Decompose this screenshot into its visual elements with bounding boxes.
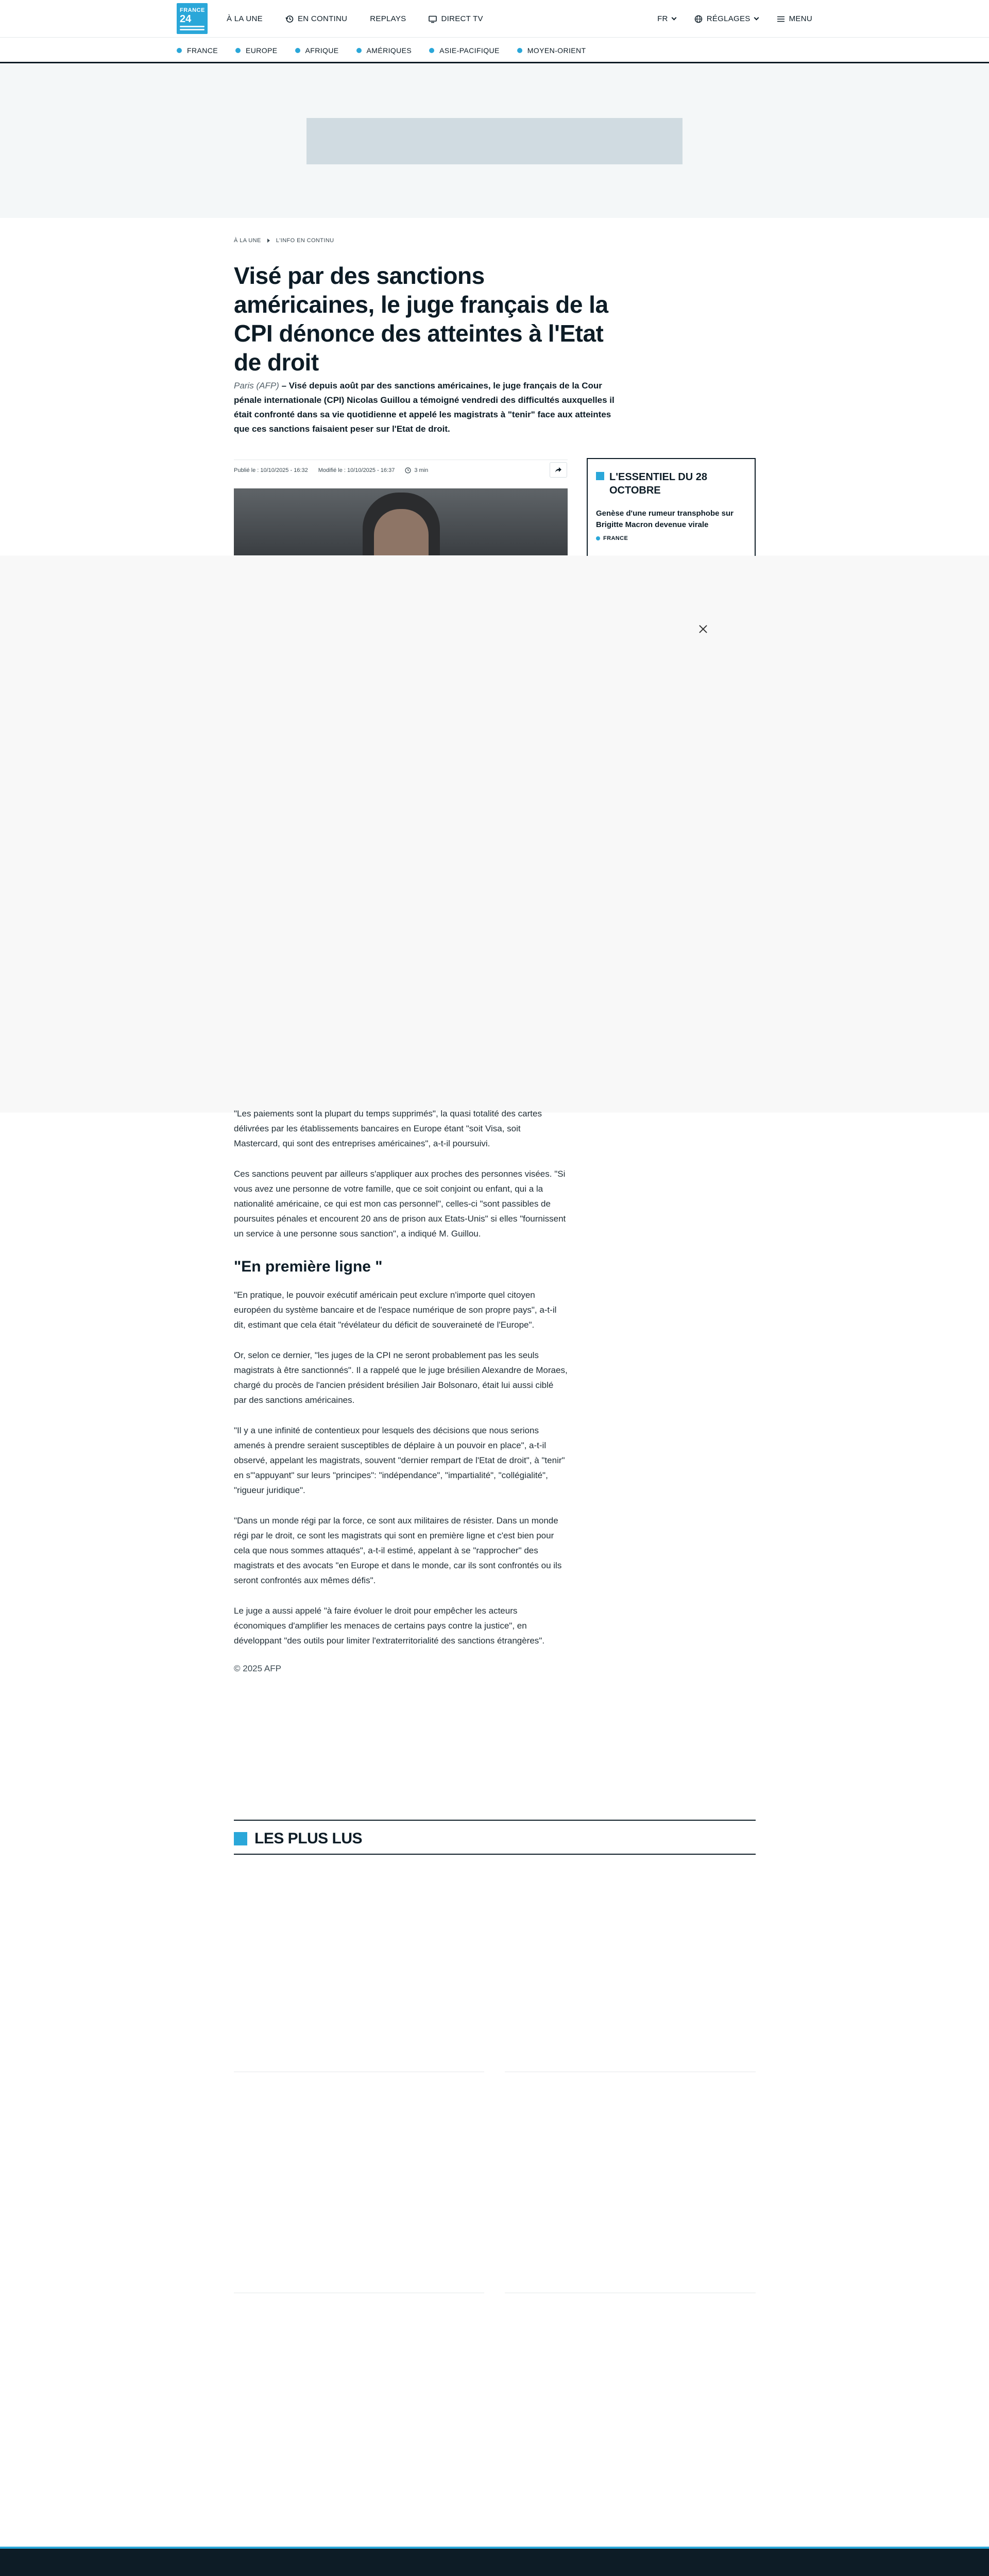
article-body: [234, 1106, 568, 1674]
breadcrumb: [234, 238, 334, 244]
ad-banner[interactable]: [306, 118, 683, 164]
tv-icon: [429, 15, 437, 23]
menu-label: MENU: [789, 14, 812, 23]
nav-label: EN CONTINU: [297, 14, 348, 23]
logo-line2: 24: [180, 13, 192, 25]
language-selector[interactable]: [657, 14, 676, 23]
published-date: Publié le : 10/10/2025 - 16:32: [234, 467, 308, 473]
close-icon[interactable]: [698, 624, 708, 634]
bullet-icon: [429, 48, 434, 53]
photo-subject-face: [374, 509, 429, 555]
nav-label: À LA UNE: [227, 14, 263, 23]
modified-date: Modifié le : 10/10/2025 - 16:37: [318, 467, 395, 473]
region-label: AFRIQUE: [305, 46, 339, 55]
region-label: EUROPE: [245, 46, 278, 55]
article-lead-text: Visé depuis août par des sanctions américaines, le juge français de la Cour pénale internationale (CPI) Nicolas Guillou a témoigné vendredi des difficultés auxquelles il était confronté dans sa vie quotidienne et appelé les magistrats à "tenir" face aux atteintes que ces sanctions faisaient peser sur l'Etat de droit.: [234, 381, 615, 434]
breadcrumb-home[interactable]: À LA UNE: [234, 238, 261, 244]
logo-wave: [180, 26, 204, 27]
settings-button[interactable]: [694, 14, 758, 23]
breadcrumb-current[interactable]: L'INFO EN CONTINU: [276, 238, 334, 244]
most-read-header: [234, 1820, 756, 1855]
square-bullet-icon: [596, 472, 604, 480]
settings-label: RÉGLAGES: [706, 14, 751, 23]
nav-en-continu[interactable]: [285, 14, 347, 23]
logo-line1: FRANCE: [180, 7, 205, 13]
bullet-icon: [295, 48, 300, 53]
most-read-title: [234, 1830, 362, 1848]
article-paragraph: Ces sanctions peuvent par ailleurs s'appliquer aux proches des personnes visées. "Si vous avez une personne de votre famille, que ce soit conjoint ou enfant, qui a la nationalité américaine, ce qui est mon cas personnel", celles-ci "sont passibles de poursuites pénales et encourent 20 ans de prison aux Etats-Unis" si elles "fournissent un service à une personne sous sanction", a indiqué M. Guillou.: [234, 1169, 566, 1239]
square-bullet-icon: [234, 1832, 247, 1845]
history-icon: [285, 15, 294, 23]
article-paragraph: "Il y a une infinité de contentieux pour lesquels des décisions que nous serions amenés à prendre seraient susceptibles de déplaire à un pouvoir en place", a-t-il observé, appelant les magistrats, souvent "dernier rempart de l'Etat de droit", à "tenir" en s'"appuyant" sur leurs "principes": "indépendance", "impartialité", "collégialité", "rigueur juridique".: [234, 1426, 565, 1495]
chevron-right-icon: [267, 239, 270, 243]
region-label: ASIE-PACIFIQUE: [439, 46, 500, 55]
logo-wave: [180, 29, 204, 30]
nav-label: REPLAYS: [370, 14, 406, 23]
nav-label: DIRECT TV: [441, 14, 483, 23]
video-overlay: [0, 556, 989, 1112]
region-label: AMÉRIQUES: [366, 46, 412, 55]
article-paragraph: Le juge a aussi appelé "à faire évoluer le droit pour empêcher les acteurs économiques d'amplifier les menaces de certains pays contre la justice", en développant "des outils pour limiter l'extraterritorialité des sanctions étrangères".: [234, 1606, 545, 1646]
article-paragraph: Or, selon ce dernier, "les juges de la CPI ne seront probablement pas les seuls magistrats à être sanctionnés". Il a rappelé que le juge brésilien Alexandre de Moraes, chargé du procès de l'ancien président brésilien Jair Bolsonaro, était lui aussi ciblé par des sanctions américaines.: [234, 1350, 568, 1405]
article-lead: Paris (AFP) – Visé depuis août par des sanctions américaines, le juge français de la Cour pénale internationale (CPI) Nicolas Guillou a témoigné vendredi des difficultés auxquelles il était confronté dans sa vie quotidienne et appelé les magistrats à "tenir" face aux atteintes que ces sanctions faisaient peser sur l'Etat de droit.: [234, 381, 615, 434]
region-label: FRANCE: [187, 46, 218, 55]
article-subheading: "En première ligne ": [234, 1258, 383, 1275]
region-france[interactable]: [177, 46, 218, 55]
article-location: Paris (AFP): [234, 381, 279, 391]
share-arrow-icon: [555, 467, 562, 473]
menu-button[interactable]: [777, 14, 812, 23]
header-right: [657, 0, 812, 38]
bullet-icon: [356, 48, 362, 53]
essential-tag-label: FRANCE: [603, 535, 628, 541]
clock-icon: [405, 467, 411, 473]
nav-direct-tv[interactable]: [429, 14, 483, 23]
essential-link[interactable]: Genèse d'une rumeur transphobe sur Brigitte Macron devenue virale: [596, 509, 734, 529]
nav-replays[interactable]: [370, 14, 406, 23]
region-nav: [0, 38, 989, 63]
essential-sidebar: [587, 458, 756, 556]
bullet-icon: [177, 48, 182, 53]
region-afrique[interactable]: [295, 46, 339, 55]
chevron-down-icon: [754, 15, 759, 21]
region-europe[interactable]: [235, 46, 278, 55]
nav-a-la-une[interactable]: [227, 14, 263, 23]
article-title: Visé par des sanctions américaines, le juge français de la CPI dénonce des atteintes à l'Etat de droit: [234, 262, 608, 376]
article-paragraph: "Dans un monde régi par la force, ce sont aux militaires de résister. Dans un monde régi par le droit, ce sont les magistrats qui sont en première ligne et c'est bien pour cela que nous sommes attaqués", a-t-il estimé, appelant à se "rapprocher" des magistrats et des avocats "en Europe et dans le monde, car ils sont confrontés ou ils seront confrontés aux mêmes défis".: [234, 1516, 562, 1585]
region-label: MOYEN-ORIENT: [527, 46, 586, 55]
main-nav: [227, 0, 483, 38]
region-asie-pacifique[interactable]: [429, 46, 500, 55]
hamburger-icon: [777, 15, 785, 23]
read-time-label: 3 min: [414, 467, 429, 473]
copyright: © 2025 AFP: [234, 1664, 281, 1673]
footer: [0, 2549, 989, 2576]
essential-heading-text: L'ESSENTIEL DU 28 OCTOBRE: [609, 471, 707, 496]
globe-icon: [694, 15, 703, 23]
region-moyen-orient[interactable]: [517, 46, 586, 55]
bullet-icon: [517, 48, 522, 53]
article-meta: [234, 460, 568, 480]
bullet-icon: [235, 48, 241, 53]
ad-zone: [0, 64, 989, 218]
region-ameriques[interactable]: [356, 46, 412, 55]
top-header: [0, 0, 989, 38]
share-button[interactable]: [550, 462, 567, 478]
article-paragraph: "Les paiements sont la plupart du temps supprimés", la quasi totalité des cartes délivrées par les établissements bancaires en Europe étant "soit Visa, soit Mastercard, qui sont des entreprises américaines", a-t-il poursuivi.: [234, 1109, 542, 1148]
essential-tag[interactable]: [596, 535, 628, 541]
most-read-label: LES PLUS LUS: [254, 1830, 363, 1847]
region-list: [177, 38, 586, 63]
article-photo: [234, 488, 568, 555]
read-time: [405, 467, 428, 473]
article-paragraph: "En pratique, le pouvoir exécutif américain peut exclure n'importe quel citoyen européen du système bancaire et de l'espace numérique de son propre pays", a-t-il dit, estimant que cela était "révélateur du déficit de souveraineté de l'Europe".: [234, 1290, 557, 1330]
essential-heading: [596, 470, 743, 497]
france24-logo[interactable]: [177, 3, 208, 34]
chevron-down-icon: [671, 15, 676, 21]
language-label: FR: [657, 14, 668, 23]
bullet-icon: [596, 536, 600, 540]
